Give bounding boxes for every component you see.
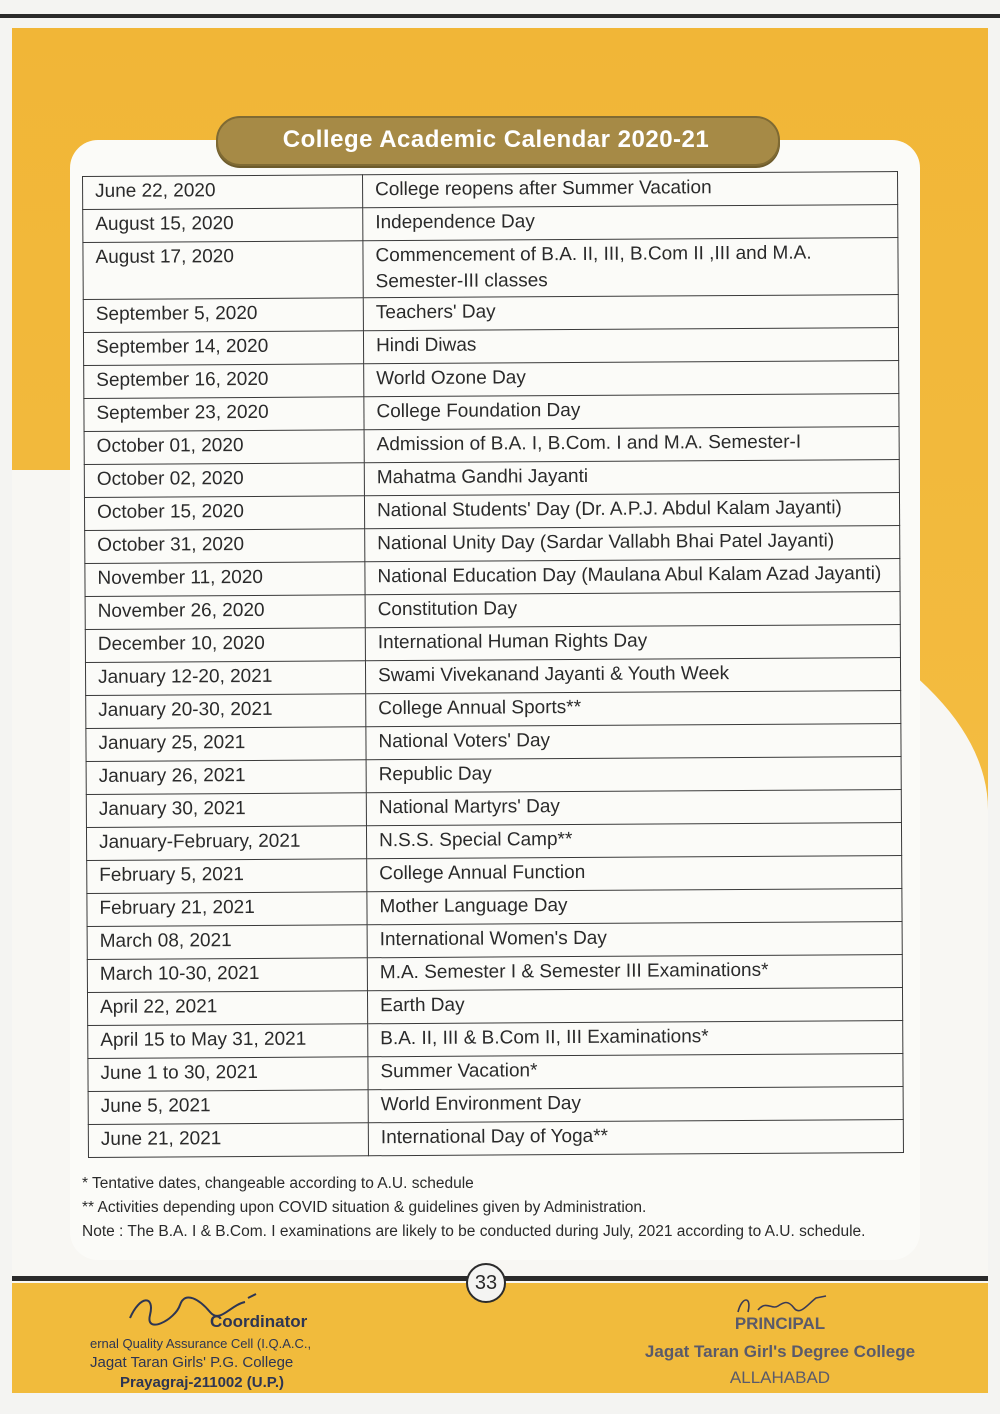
row-event: Summer Vacation* bbox=[368, 1054, 903, 1090]
table-row bbox=[88, 1054, 903, 1092]
row-date: January-February, 2021 bbox=[86, 826, 366, 861]
table-row bbox=[87, 856, 902, 894]
row-event: National Martyrs' Day bbox=[366, 790, 901, 826]
page-number: 33 bbox=[466, 1263, 506, 1303]
table-row bbox=[83, 295, 898, 333]
table-row bbox=[85, 658, 900, 696]
row-date: September 23, 2020 bbox=[84, 397, 364, 432]
row-date: September 5, 2020 bbox=[83, 298, 363, 333]
row-event: Swami Vivekanand Jayanti & Youth Week bbox=[365, 658, 900, 694]
row-date: January 25, 2021 bbox=[86, 727, 366, 762]
table-row bbox=[86, 724, 901, 762]
row-event: International Day of Yoga** bbox=[368, 1120, 903, 1156]
coordinator-role: Coordinator bbox=[210, 1312, 308, 1331]
row-event: Commencement of B.A. II, III, B.Com II ,III and M.A. Semester-III classes bbox=[363, 238, 898, 298]
row-date: August 17, 2020 bbox=[83, 241, 363, 300]
row-event: Mother Language Day bbox=[367, 889, 902, 925]
row-event: World Ozone Day bbox=[364, 361, 899, 397]
row-event: National Education Day (Maulana Abul Kalam Azad Jayanti) bbox=[365, 559, 900, 595]
row-date: April 15 to May 31, 2021 bbox=[88, 1024, 368, 1059]
row-date: January 20-30, 2021 bbox=[86, 694, 366, 729]
table-row bbox=[86, 757, 901, 795]
row-date: November 26, 2020 bbox=[85, 595, 365, 630]
row-event: National Voters' Day bbox=[366, 724, 901, 760]
coordinator-line1: ernal Quality Assurance Cell (I.Q.A.C., bbox=[90, 1336, 312, 1351]
row-event: World Environment Day bbox=[368, 1087, 903, 1123]
row-event: M.A. Semester I & Semester III Examinations* bbox=[367, 955, 902, 991]
row-event: College Annual Sports** bbox=[366, 691, 901, 727]
table-row bbox=[84, 493, 899, 531]
row-date: March 10-30, 2021 bbox=[87, 958, 367, 993]
principal-city: ALLAHABAD bbox=[729, 1368, 831, 1387]
table-row bbox=[87, 889, 902, 927]
table-row bbox=[85, 526, 900, 564]
row-date: January 12-20, 2021 bbox=[85, 661, 365, 696]
row-event: International Human Rights Day bbox=[365, 625, 900, 661]
table-row bbox=[83, 328, 898, 366]
row-date: September 16, 2020 bbox=[84, 364, 364, 399]
row-event: National Unity Day (Sardar Vallabh Bhai Patel Jayanti) bbox=[365, 526, 900, 562]
row-event: Mahatma Gandhi Jayanti bbox=[364, 460, 899, 496]
coordinator-line2: Jagat Taran Girls' P.G. College bbox=[90, 1354, 294, 1371]
row-date: December 10, 2020 bbox=[85, 628, 365, 663]
table-row bbox=[88, 1021, 903, 1059]
table-row bbox=[84, 394, 899, 432]
table-row bbox=[84, 361, 899, 399]
row-date: June 22, 2020 bbox=[83, 175, 363, 210]
table-row bbox=[83, 238, 898, 300]
row-date: August 15, 2020 bbox=[83, 208, 363, 243]
table-row bbox=[85, 559, 900, 597]
footnotes bbox=[82, 1172, 902, 1244]
row-date: January 30, 2021 bbox=[86, 793, 366, 828]
row-date: October 15, 2020 bbox=[84, 496, 364, 531]
row-date: November 11, 2020 bbox=[85, 562, 365, 597]
row-date: June 1 to 30, 2021 bbox=[88, 1057, 368, 1092]
table-row bbox=[88, 1120, 903, 1158]
row-date: October 02, 2020 bbox=[84, 463, 364, 498]
row-event: Republic Day bbox=[366, 757, 901, 793]
footnote-note: Note : The B.A. I & B.Com. I examinations are likely to be conducted during July, 2021 according to A.U. schedule. bbox=[82, 1223, 866, 1240]
table-row bbox=[88, 1087, 903, 1125]
row-event: National Students' Day (Dr. A.P.J. Abdul Kalam Jayanti) bbox=[364, 493, 899, 529]
table-row bbox=[86, 823, 901, 861]
table-row bbox=[86, 691, 901, 729]
table-row bbox=[87, 922, 902, 960]
table-row bbox=[83, 205, 898, 243]
row-date: June 5, 2021 bbox=[88, 1090, 368, 1125]
table-row bbox=[85, 592, 900, 630]
table-row bbox=[84, 460, 899, 498]
table-row bbox=[85, 625, 900, 663]
principal-college: Jagat Taran Girl's Degree College bbox=[644, 1342, 916, 1361]
row-date: October 31, 2020 bbox=[85, 529, 365, 564]
table-row bbox=[83, 172, 898, 210]
row-date: September 14, 2020 bbox=[83, 331, 363, 366]
row-date: March 08, 2021 bbox=[87, 925, 367, 960]
row-date: June 21, 2021 bbox=[88, 1123, 368, 1158]
footnote-tentative: * Tentative dates, changeable according to A.U. schedule bbox=[82, 1175, 474, 1192]
row-event: Admission of B.A. I, B.Com. I and M.A. Semester-I bbox=[364, 427, 899, 463]
row-date: February 5, 2021 bbox=[87, 859, 367, 894]
row-event: College Annual Function bbox=[367, 856, 902, 892]
row-date: February 21, 2021 bbox=[87, 892, 367, 927]
row-event: Hindi Diwas bbox=[363, 328, 898, 364]
calendar-table bbox=[82, 171, 904, 1158]
row-date: April 22, 2021 bbox=[87, 991, 367, 1026]
row-event: College reopens after Summer Vacation bbox=[362, 172, 897, 208]
table-row bbox=[84, 427, 899, 465]
row-event: Independence Day bbox=[363, 205, 898, 241]
row-event: Constitution Day bbox=[365, 592, 900, 628]
top-rule bbox=[0, 14, 1000, 18]
row-event: International Women's Day bbox=[367, 922, 902, 958]
footnote-covid: ** Activities depending upon COVID situation & guidelines given by Administration. bbox=[82, 1199, 647, 1216]
row-event: N.S.S. Special Camp** bbox=[366, 823, 901, 859]
table-row bbox=[86, 790, 901, 828]
table-row bbox=[87, 955, 902, 993]
row-event: Earth Day bbox=[367, 988, 902, 1024]
row-event: College Foundation Day bbox=[364, 394, 899, 430]
coordinator-line3: Prayagraj-211002 (U.P.) bbox=[120, 1374, 284, 1391]
page-title: College Academic Calendar 2020-21 bbox=[282, 126, 710, 153]
row-date: January 26, 2021 bbox=[86, 760, 366, 795]
row-event: B.A. II, III & B.Com II, III Examinations* bbox=[368, 1021, 903, 1057]
row-event: Teachers' Day bbox=[363, 295, 898, 331]
table-row bbox=[87, 988, 902, 1026]
row-date: October 01, 2020 bbox=[84, 430, 364, 465]
principal-title: PRINCIPAL bbox=[734, 1314, 826, 1333]
